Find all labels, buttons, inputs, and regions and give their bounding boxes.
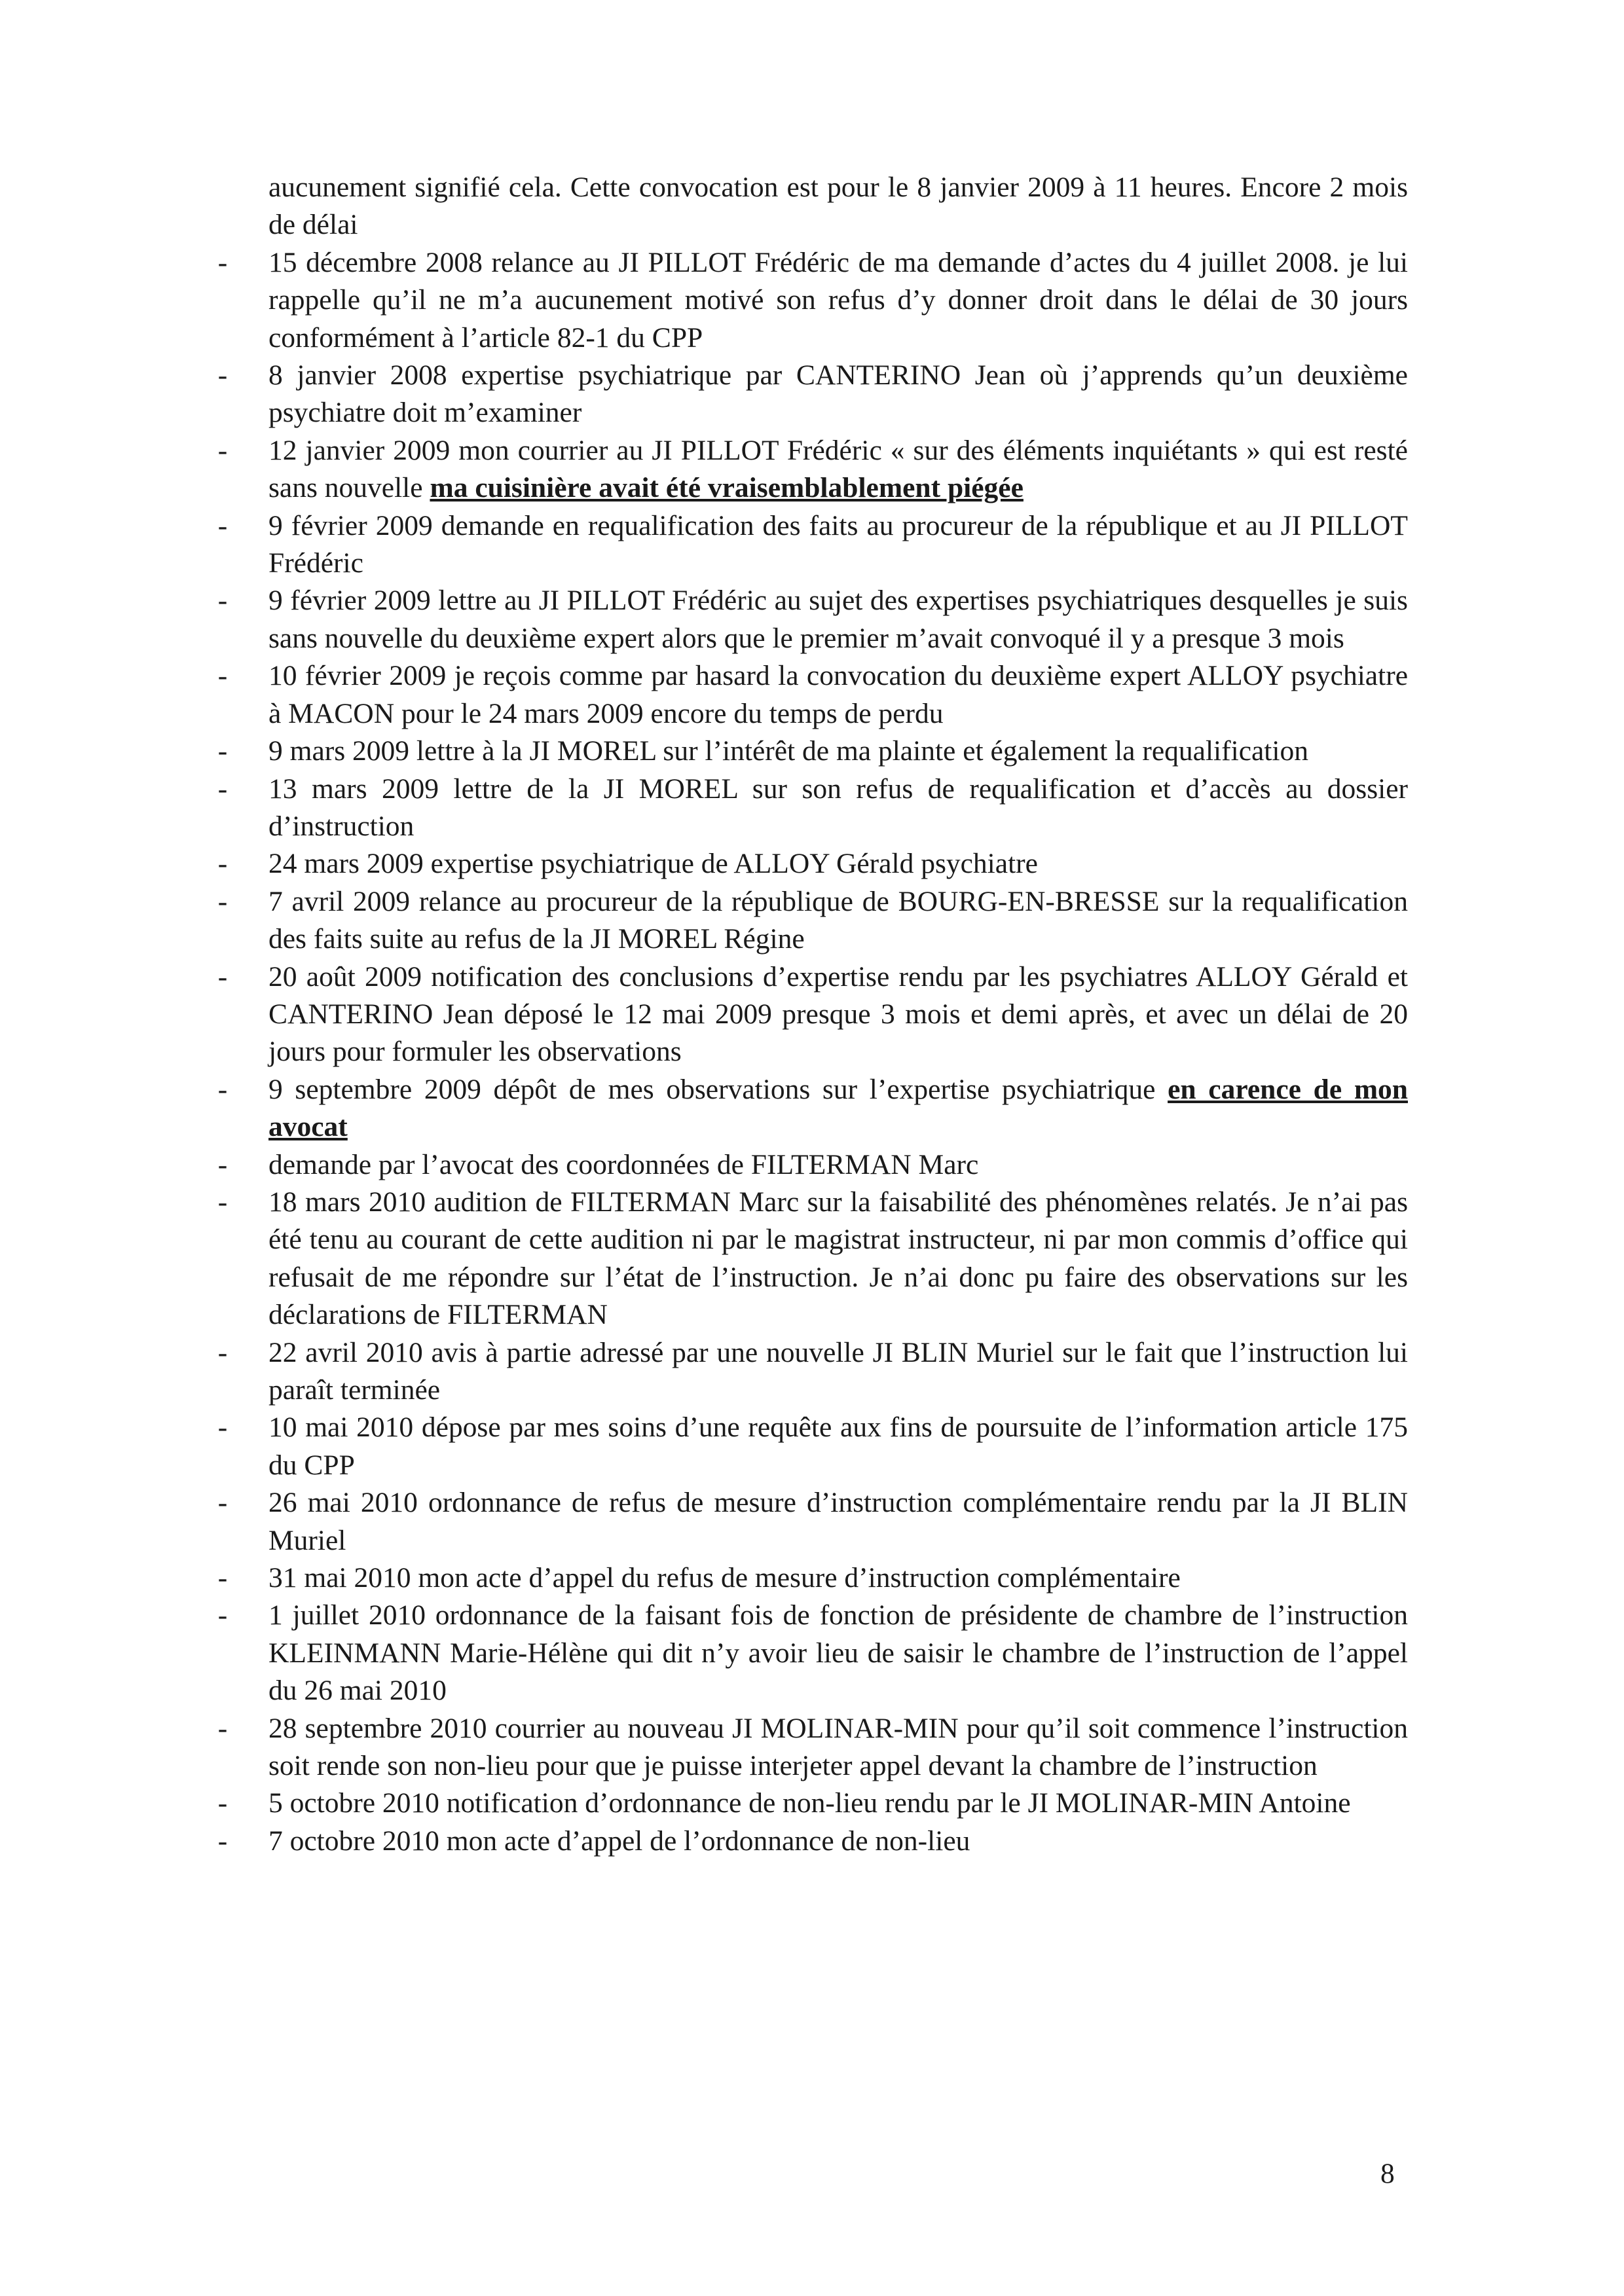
entry-text: 10 février 2009 je reçois comme par hasard la convocation du deuxième expert ALLOY psychiatre à MACON pour le 24 mars 2009 encore du temps de perdu: [268, 660, 1408, 729]
entry-text: 9 février 2009 demande en requalification des faits au procureur de la république et au JI PILLOT Frédéric: [268, 509, 1408, 579]
intro-paragraph: aucunement signifié cela. Cette convocation est pour le 8 janvier 2009 à 11 heures. Encore 2 mois de délai: [268, 172, 1408, 241]
page-body: [210, 169, 1408, 1860]
bullet-dash: -: [217, 960, 228, 993]
bullet-dash: -: [217, 1599, 228, 1631]
entry-emphasis: ma cuisinière avait été vraisemblablement piégée: [430, 472, 1024, 504]
timeline-entry: [210, 507, 1408, 583]
timeline-entry: [210, 883, 1408, 958]
bullet-dash: -: [217, 660, 228, 692]
entry-text: 8 janvier 2008 expertise psychiatrique par CANTERINO Jean où j’apprends qu’un deuxième psychiatre doit m’examiner: [268, 359, 1408, 429]
entry-text: 31 mai 2010 mon acte d’appel du refus de mesure d’instruction complémentaire: [268, 1562, 1181, 1594]
bullet-dash: -: [217, 1825, 228, 1857]
timeline-entry: [210, 771, 1408, 846]
timeline-entry: [210, 432, 1408, 507]
entry-text: 7 octobre 2010 mon acte d’appel de l’ordonnance de non-lieu: [268, 1825, 970, 1857]
timeline-entry: [210, 1710, 1408, 1785]
entry-text: 9 septembre 2009 dépôt de mes observations sur l’expertise psychiatrique: [268, 1073, 1168, 1105]
bullet-dash: -: [217, 1487, 228, 1519]
timeline-entry: [210, 845, 1408, 883]
timeline-entry: [210, 1146, 1408, 1184]
timeline-entry: [210, 1823, 1408, 1860]
bullet-dash: -: [217, 1712, 228, 1744]
timeline-entry: [210, 1071, 1408, 1146]
timeline-entry: [210, 1334, 1408, 1410]
bullet-dash: -: [217, 434, 228, 466]
timeline-entry: [210, 357, 1408, 432]
bullet-dash: -: [217, 1073, 228, 1105]
entry-text: 24 mars 2009 expertise psychiatrique de ALLOY Gérald psychiatre: [268, 848, 1038, 880]
entry-text: 7 avril 2009 relance au procureur de la république de BOURG-EN-BRESSE sur la requalification des faits suite au refus de la JI MOREL Régine: [268, 885, 1408, 955]
bullet-dash: -: [217, 509, 228, 541]
timeline-list: [210, 244, 1408, 1860]
timeline-entry: [210, 657, 1408, 733]
bullet-dash: -: [217, 1412, 228, 1444]
timeline-entry: [210, 1484, 1408, 1559]
entry-text: 12 janvier 2009 mon courrier au JI PILLOT Frédéric « sur des éléments inquiétants » qui est resté sans nouvelle: [268, 434, 1408, 504]
bullet-dash: -: [217, 1787, 228, 1819]
entry-text: 20 août 2009 notification des conclusions d’expertise rendu par les psychiatres ALLOY Gérald et CANTERINO Jean déposé le 12 mai 2009 presque 3 mois et demi après, et avec un délai de 20 jours pour formuler les observations: [268, 960, 1408, 1068]
entry-emphasis: en carence de mon avocat: [268, 1073, 1408, 1143]
entry-text: 26 mai 2010 ordonnance de refus de mesure d’instruction complémentaire rendu par la JI BLIN Muriel: [268, 1487, 1408, 1556]
entry-text: 22 avril 2010 avis à partie adressé par une nouvelle JI BLIN Muriel sur le fait que l’instruction lui paraît terminée: [268, 1336, 1408, 1406]
entry-text: 15 décembre 2008 relance au JI PILLOT Frédéric de ma demande d’actes du 4 juillet 2008. je lui rappelle qu’il ne m’a aucunement motivé son refus d’y donner droit dans le délai de 30 jours conformément à l’article 82-1 du CPP: [268, 246, 1408, 354]
bullet-dash: -: [217, 1186, 228, 1218]
entry-text: 13 mars 2009 lettre de la JI MOREL sur son refus de requalification et d’accès au dossier d’instruction: [268, 773, 1408, 842]
timeline-entry: [210, 1409, 1408, 1484]
entry-text: 28 septembre 2010 courrier au nouveau JI MOLINAR-MIN pour qu’il soit commence l’instruction soit rende son non-lieu pour que je puisse interjeter appel devant la chambre de l’instruction: [268, 1712, 1408, 1782]
timeline-entry: [210, 733, 1408, 770]
timeline-entry: [210, 244, 1408, 357]
bullet-dash: -: [217, 1148, 228, 1180]
bullet-dash: -: [217, 1336, 228, 1368]
bullet-dash: -: [217, 848, 228, 880]
timeline-entry: [210, 1559, 1408, 1597]
bullet-dash: -: [217, 585, 228, 617]
entry-text: 9 mars 2009 lettre à la JI MOREL sur l’intérêt de ma plainte et également la requalification: [268, 735, 1308, 767]
timeline-entry: [210, 958, 1408, 1071]
bullet-dash: -: [217, 359, 228, 392]
timeline-entry: [210, 1597, 1408, 1709]
entry-text: 5 octobre 2010 notification d’ordonnance de non-lieu rendu par le JI MOLINAR-MIN Antoine: [268, 1787, 1351, 1819]
entry-text: demande par l’avocat des coordonnées de FILTERMAN Marc: [268, 1148, 979, 1180]
page-number: 8: [1380, 2158, 1395, 2189]
entry-text: 10 mai 2010 dépose par mes soins d’une requête aux fins de poursuite de l’information article 175 du CPP: [268, 1412, 1408, 1481]
bullet-dash: -: [217, 1562, 228, 1594]
timeline-entry: [210, 582, 1408, 657]
timeline-entry: [210, 1785, 1408, 1822]
bullet-dash: -: [217, 773, 228, 805]
entry-text: 18 mars 2010 audition de FILTERMAN Marc sur la faisabilité des phénomènes relatés. Je n’ai pas été tenu au courant de cette audition ni par le magistrat instructeur, ni par mon commis d’office qui refusait de me répondre sur l’état de l’instruction. Je n’ai donc pu faire des observations sur les déclarations de FILTERMAN: [268, 1186, 1408, 1331]
timeline-entry: [210, 1184, 1408, 1334]
entry-text: 1 juillet 2010 ordonnance de la faisant fois de fonction de présidente de chambre de l’instruction KLEINMANN Marie-Hélène qui dit n’y avoir lieu de saisir le chambre de l’instruction de l’appel du 26 mai 2010: [268, 1599, 1408, 1707]
bullet-dash: -: [217, 246, 228, 278]
bullet-dash: -: [217, 885, 228, 917]
bullet-dash: -: [217, 735, 228, 767]
entry-text: 9 février 2009 lettre au JI PILLOT Frédéric au sujet des expertises psychiatriques desquelles je suis sans nouvelle du deuxième expert alors que le premier m’avait convoqué il y a presque 3 mois: [268, 585, 1408, 654]
